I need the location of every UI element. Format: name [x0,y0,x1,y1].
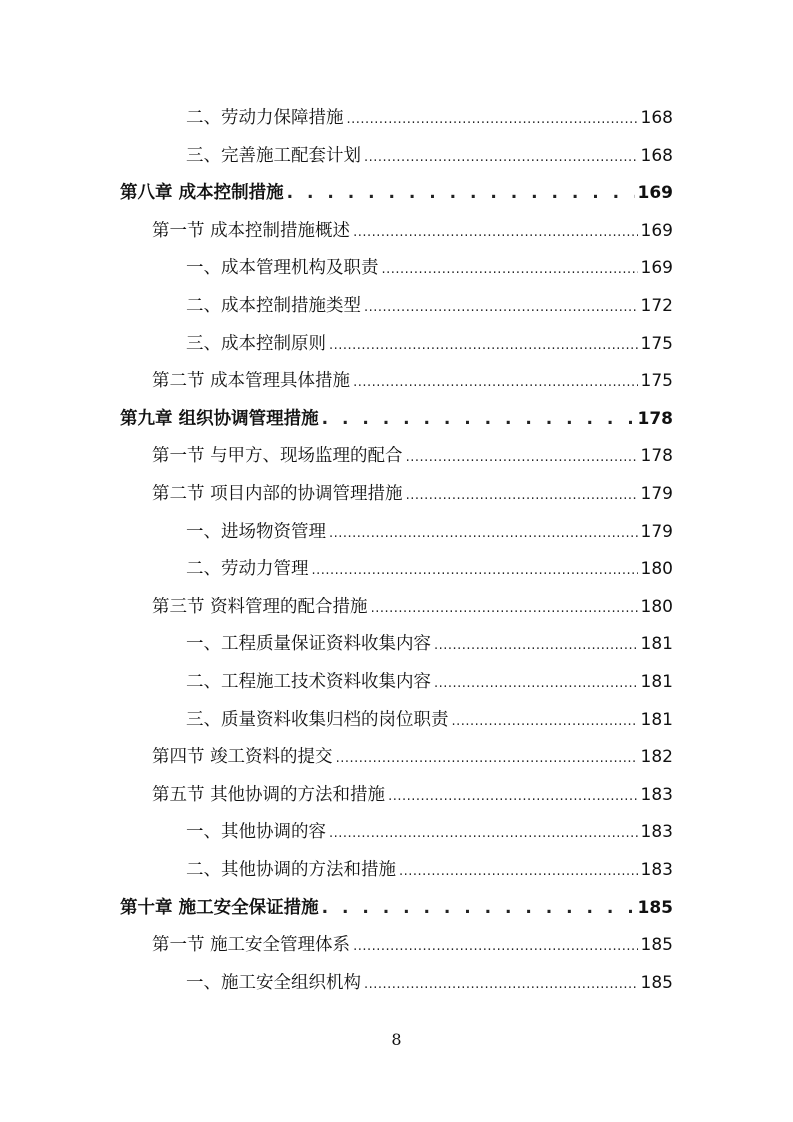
toc-entry-title: 三、质量资料收集归档的岗位职责 [186,709,449,730]
dot-leader [336,740,638,777]
dot-leader [406,439,638,476]
toc-entry-page: 175 [640,333,673,354]
toc-entry-page: 169 [640,258,673,279]
toc-entry[interactable] [186,138,673,175]
toc-entry-page: 183 [640,784,673,805]
dot-leader [329,815,638,852]
toc-entry-title: 一、进场物资管理 [186,521,326,542]
toc-entry[interactable] [186,514,673,551]
toc-entry[interactable] [152,589,673,626]
dot-leader [329,327,638,364]
dot-leader [353,928,637,965]
toc-entry[interactable] [186,852,673,889]
toc-entry[interactable] [152,927,673,964]
toc-entry-page: 175 [640,371,673,392]
toc-entry-title: 第四节 竣工资料的提交 [152,747,333,768]
toc-entry[interactable] [186,814,673,851]
toc-entry-page: 181 [640,672,673,692]
toc-entry-title: 第三节 资料管理的配合措施 [152,596,368,617]
toc-entry[interactable] [186,965,673,1002]
dot-leader [353,364,637,401]
toc-entry-page: 185 [640,972,673,993]
toc-entry[interactable] [186,250,673,287]
dot-leader [353,214,637,251]
toc-entry[interactable] [186,100,673,137]
dot-leader [452,703,638,740]
toc-entry-title: 二、劳动力管理 [186,559,309,580]
toc-entry[interactable] [152,777,673,814]
toc-entry[interactable] [186,664,673,701]
toc-entry-page: 182 [640,747,673,768]
toc-entry-page: 168 [640,145,673,166]
toc-entry-page: 172 [640,296,673,316]
toc-entry[interactable] [186,626,673,663]
toc-entry-title: 二、工程施工技术资料收集内容 [186,672,431,692]
toc-entry-page: 185 [640,935,673,956]
toc-entry-title: 第一节 施工安全管理体系 [152,935,351,956]
toc-entry[interactable] [152,363,673,400]
toc-entry-page: 185 [637,897,673,918]
dot-leader [329,515,638,552]
toc-entry-title: 第一节 成本控制措施概述 [152,220,351,241]
toc-entry-page: 178 [637,408,673,429]
toc-entry[interactable] [120,890,673,927]
toc-entry-title: 第二节 成本管理具体措施 [152,371,351,392]
dot-leader [312,552,638,589]
toc-entry-page: 168 [640,108,673,128]
dot-leader [434,627,638,664]
toc-entry-title: 第五节 其他协调的方法和措施 [152,784,386,805]
toc-entry-title: 第八章 成本控制措施 [120,183,284,204]
toc-entry[interactable] [186,702,673,739]
dot-leader [322,401,635,438]
toc-entry[interactable] [186,551,673,588]
toc-entry-title: 二、成本控制措施类型 [186,296,361,316]
toc-entry-title: 第二节 项目内部的协调管理措施 [152,484,403,504]
toc-entry[interactable] [152,739,673,776]
toc-entry-page: 180 [640,596,673,617]
toc-entry-title: 第一节 与甲方、现场监理的配合 [152,446,403,467]
dot-leader [399,853,638,890]
toc-entry-title: 一、成本管理机构及职责 [186,258,379,279]
toc-entry-page: 183 [640,822,673,843]
dot-leader [388,778,637,815]
dot-leader [382,251,638,288]
toc-entry-page: 180 [640,559,673,580]
toc-entry[interactable] [120,175,673,212]
toc-entry-title: 一、施工安全组织机构 [186,972,361,993]
toc-entry-title: 一、其他协调的容 [186,822,326,843]
toc-entry[interactable] [186,326,673,363]
toc-entry-page: 181 [640,709,673,730]
dot-leader [364,289,638,326]
dot-leader [364,966,638,1003]
toc-entry-title: 二、其他协调的方法和措施 [186,860,396,880]
toc-entry[interactable] [152,438,673,475]
dot-leader [434,665,638,702]
dot-leader [406,477,638,514]
toc-entry-page: 179 [640,521,673,542]
toc-entry-title: 三、成本控制原则 [186,333,326,354]
page-number: 8 [391,1030,402,1049]
toc-entry-page: 181 [640,634,673,655]
toc-entry[interactable] [152,476,673,513]
toc-entry-page: 178 [640,446,673,467]
toc-entry-title: 二、劳动力保障措施 [186,108,344,128]
toc-entry-page: 179 [640,484,673,504]
dot-leader [347,101,638,138]
toc-entry-page: 169 [640,220,673,241]
toc-entry-page: 183 [640,860,673,880]
toc-entry-title: 一、工程质量保证资料收集内容 [186,634,431,655]
toc-entry[interactable] [186,288,673,325]
dot-leader [322,890,635,927]
toc-entry-title: 第九章 组织协调管理措施 [120,408,319,429]
toc-entry[interactable] [120,401,673,438]
toc-entry-title: 三、完善施工配套计划 [186,145,361,166]
dot-leader [364,139,638,176]
dot-leader [287,175,635,212]
toc-entry[interactable] [152,213,673,250]
toc-entry-title: 第十章 施工安全保证措施 [120,897,319,918]
toc-entry-page: 169 [637,183,673,204]
dot-leader [371,590,638,627]
